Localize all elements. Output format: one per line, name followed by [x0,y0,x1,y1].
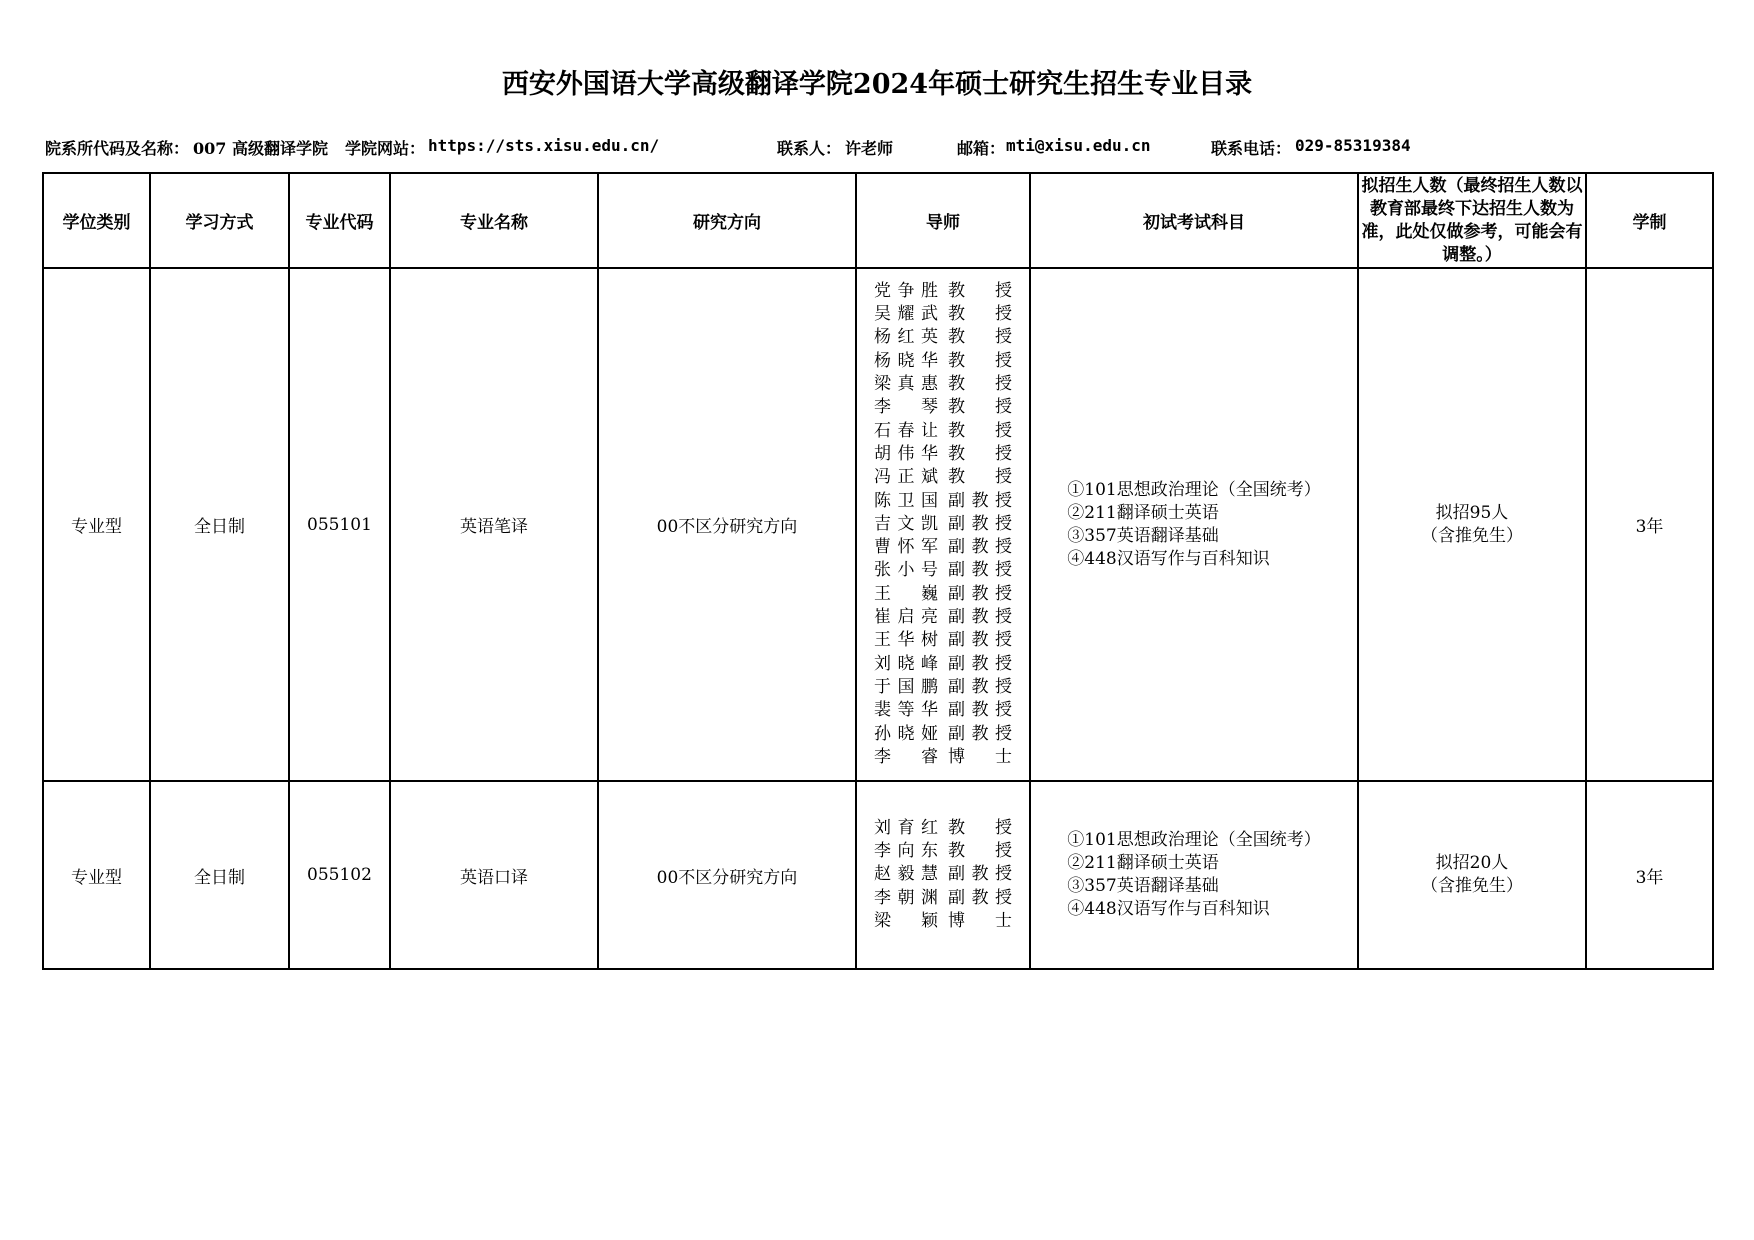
quota-count: 拟招20人 [1435,853,1509,873]
tutor-title: 教 授 [948,327,1012,348]
exam-subjects-cell [1030,781,1358,969]
tutor-title: 教 授 [948,467,1012,488]
tutor-title: 教 授 [948,443,1012,464]
tutor-name: 于国鹏 [874,676,938,697]
tutor-item [874,653,1012,676]
email-label: 邮箱： [957,139,1006,158]
tutor-item [874,513,1012,536]
tutor-name: 梁 颖 [874,910,938,931]
subject-list [1067,829,1320,921]
tutors-cell [856,781,1030,969]
subject-item: ①101思想政治理论（全国统考） [1067,479,1321,500]
tutor-name: 冯正斌 [874,467,938,488]
contact-label: 联系人： [777,139,842,158]
tutor-name: 李 琴 [874,397,938,418]
tutor-item [874,887,1012,910]
tutor-title: 副教授 [948,560,1012,581]
tutor-title: 博 士 [948,746,1012,767]
dept-value: 007 高级翻译学院 [193,139,328,158]
tutor-title: 副教授 [948,513,1012,534]
tutor-item [874,280,1012,303]
enrollment-quota-cell [1358,268,1586,781]
tutor-title: 教 授 [948,420,1012,441]
tutor-name: 石春让 [874,420,938,441]
research-direction-cell: 00不区分研究方向 [598,268,856,781]
table-row [43,781,1713,969]
tutor-title: 副教授 [948,700,1012,721]
study-mode-cell: 全日制 [150,781,289,969]
header-enrollment-quota: 拟招生人数（最终招生人数以教育部最终下达招生人数为准，此处仅做参考，可能会有调整。） [1358,173,1586,268]
subject-item: ②211翻译硕士英语 [1067,502,1219,523]
header-research-direction: 研究方向 [598,173,856,268]
tutor-item [874,490,1012,513]
major-name-cell: 英语笔译 [390,268,598,781]
major-code-cell: 055102 [289,781,390,969]
tutor-item [874,676,1012,699]
duration-cell: 3年 [1586,781,1713,969]
tutor-title: 教 授 [948,397,1012,418]
subject-item: ③357英语翻译基础 [1067,525,1219,546]
tutor-title: 教 授 [948,350,1012,371]
subject-item: ④448汉语写作与百科知识 [1067,899,1270,919]
tutor-name: 李 睿 [874,746,938,767]
tutor-item [874,373,1012,396]
tutor-name: 孙晓娅 [874,723,938,744]
website-label: 学院网站： [345,139,426,158]
phone-label: 联系电话： [1211,139,1292,158]
tutor-name: 李朝渊 [874,887,938,908]
major-code-cell: 055101 [289,268,390,781]
tutor-item [874,559,1012,582]
tutor-title: 副教授 [948,864,1012,885]
header-duration: 学制 [1586,173,1713,268]
tutor-item [874,420,1012,443]
tutor-title: 副教授 [948,723,1012,744]
tutor-item [874,817,1012,840]
header-degree-type: 学位类别 [43,173,150,268]
tutor-item [874,583,1012,606]
tutor-name: 吉文凯 [874,513,938,534]
tutor-title: 博 士 [948,910,1012,931]
tutor-item [874,629,1012,652]
tutors-cell [856,268,1030,781]
header-exam-subjects: 初试考试科目 [1030,173,1358,268]
tutor-name: 杨红英 [874,327,938,348]
tutor-name: 张小号 [874,560,938,581]
tutor-item [874,606,1012,629]
tutor-title: 教 授 [948,841,1012,862]
tutor-item [874,723,1012,746]
tutor-item [874,350,1012,373]
study-mode-cell: 全日制 [150,268,289,781]
tutor-title: 副教授 [948,676,1012,697]
page-title: 西安外国语大学高级翻译学院2024年硕士研究生招生专业目录 [501,69,1253,100]
exam-subjects-cell [1030,268,1358,781]
research-direction-cell: 00不区分研究方向 [598,781,856,969]
tutor-name: 崔启亮 [874,607,938,628]
tutor-name: 党争胜 [874,280,938,301]
subject-item: ④448汉语写作与百科知识 [1067,548,1270,569]
tutor-name: 李向东 [874,841,938,862]
tutor-list [874,817,1012,933]
tutor-name: 王 巍 [874,583,938,604]
phone-value: 029-85319384 [1295,136,1411,155]
tutor-item [874,443,1012,466]
tutor-name: 王华树 [874,630,938,651]
program-catalog-table [42,172,1714,970]
tutor-title: 副教授 [948,583,1012,604]
tutor-item [874,536,1012,559]
quota-note: （含推免生） [1421,876,1523,896]
duration-cell: 3年 [1586,268,1713,781]
major-name-cell: 英语口译 [390,781,598,969]
tutor-item [874,326,1012,349]
tutor-item [874,466,1012,489]
tutor-title: 教 授 [948,374,1012,395]
quota-note: （含推免生） [1421,525,1523,546]
tutor-list [874,280,1012,769]
tutor-title: 副教授 [948,653,1012,674]
tutor-title: 副教授 [948,537,1012,558]
tutor-item [874,699,1012,722]
email-link[interactable]: mti@xisu.edu.cn [1006,136,1151,155]
degree-type-cell: 专业型 [43,268,150,781]
tutor-name: 陈卫国 [874,490,938,511]
table-row [43,268,1713,781]
header-major-code: 专业代码 [289,173,390,268]
tutor-title: 副教授 [948,630,1012,651]
tutor-name: 曹怀军 [874,537,938,558]
enrollment-quota-cell [1358,781,1586,969]
tutor-name: 胡伟华 [874,443,938,464]
header-tutors: 导师 [856,173,1030,268]
tutor-item [874,840,1012,863]
tutor-item [874,746,1012,769]
tutor-name: 裴等华 [874,700,938,721]
tutor-name: 赵毅慧 [874,864,938,885]
tutor-title: 副教授 [948,887,1012,908]
subject-list [1067,479,1320,571]
table-header-row [43,173,1713,268]
tutor-title: 教 授 [948,817,1012,838]
dept-label: 院系所代码及名称： [45,139,190,158]
website-link[interactable]: https://sts.xisu.edu.cn/ [428,136,660,155]
header-major-name: 专业名称 [390,173,598,268]
subject-item: ①101思想政治理论（全国统考） [1067,830,1321,850]
tutor-item [874,396,1012,419]
tutor-title: 教 授 [948,304,1012,325]
tutor-name: 梁真惠 [874,374,938,395]
tutor-title: 教 授 [948,280,1012,301]
subject-item: ②211翻译硕士英语 [1067,853,1219,873]
tutor-name: 杨晓华 [874,350,938,371]
tutor-title: 副教授 [948,607,1012,628]
header-study-mode: 学习方式 [150,173,289,268]
tutor-item [874,910,1012,933]
quota-count: 拟招95人 [1435,502,1509,523]
degree-type-cell: 专业型 [43,781,150,969]
tutor-item [874,303,1012,326]
tutor-name: 刘育红 [874,817,938,838]
tutor-item [874,863,1012,886]
subject-item: ③357英语翻译基础 [1067,876,1219,896]
tutor-title: 副教授 [948,490,1012,511]
tutor-name: 吴耀武 [874,304,938,325]
contact-value: 许老师 [845,139,894,158]
tutor-name: 刘晓峰 [874,653,938,674]
